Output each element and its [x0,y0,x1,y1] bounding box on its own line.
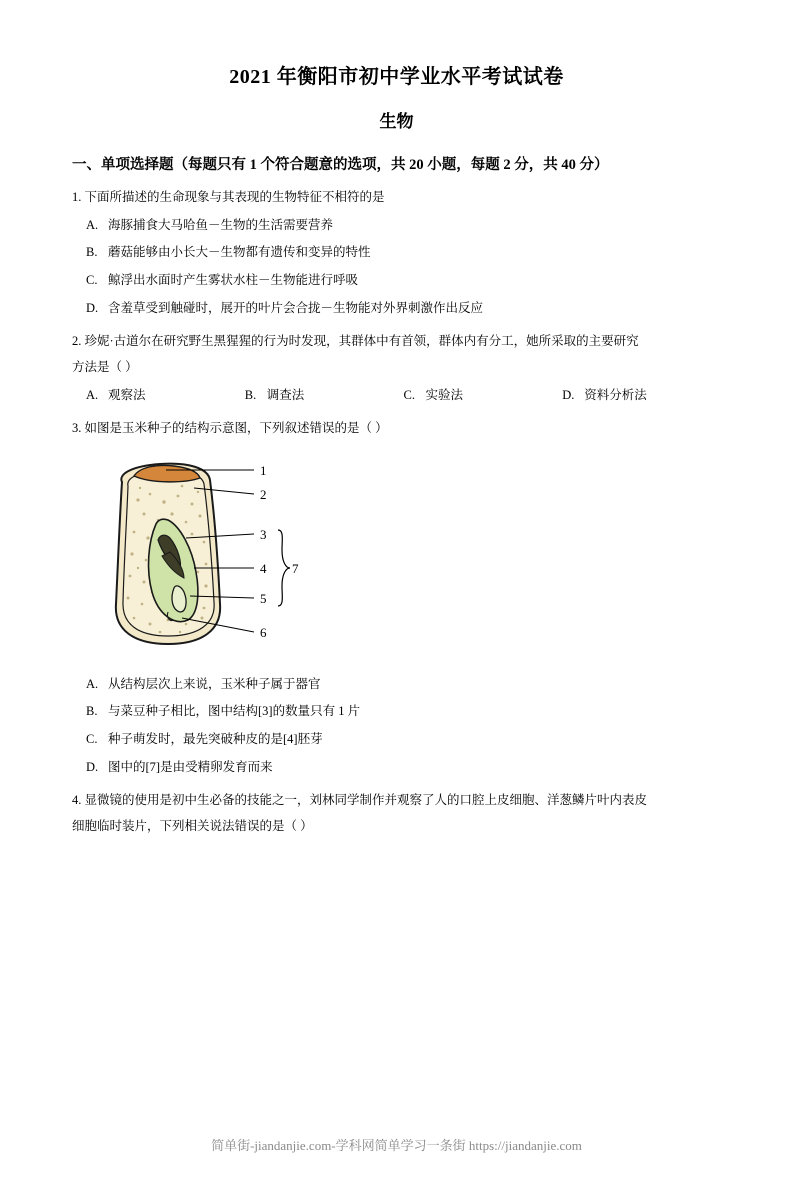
question-1-option-b [72,240,721,266]
option-label: B. [244,387,257,402]
question-2-stem-line2: 方法是（ ） [72,359,138,374]
question-3-option-d [72,755,721,781]
option-text: 资料分析法 [584,387,647,402]
option-text: 蘑菇能够由小长大－生物都有遗传和变异的特性 [108,245,371,260]
svg-text:5: 5 [260,590,267,606]
section-heading: 一、单项选择题（每题只有 1 个符合题意的选项，共 20 小题，每题 2 分，共 40 分） [72,157,609,173]
question-3-option-a [72,672,721,698]
option-text: 含羞草受到触碰时，展开的叶片会合拢－生物能对外界刺激作出反应 [108,300,484,315]
svg-text:1: 1 [260,462,267,478]
question-1-stem: 1. 下面所描述的生命现象与其表现的生物特征不相符的是 [72,190,385,205]
option-label: D. [86,759,99,774]
page-title: 2021 年衡阳市初中学业水平考试试卷 [229,66,564,88]
option-text: 海豚捕食大马哈鱼－生物的生活需要营养 [108,217,334,232]
option-label: D. [562,387,575,402]
question-3-option-c [72,727,721,753]
question-4-stem-line1: 4. 显微镜的使用是初中生必备的技能之一，刘林同学制作并观察了人的口腔上皮细胞、洋葱鳞片叶内表皮 [72,793,648,808]
option-label: C. [86,273,98,288]
question-2-options [72,383,721,409]
option-label: B. [86,245,98,260]
option-text: 图中的[7]是由受精卵发育而来 [108,759,273,774]
exam-page [0,60,793,1182]
option-text: 调查法 [266,387,305,402]
option-label: C. [403,387,415,402]
option-label: A. [86,387,99,402]
footer-watermark: 简单街-jiandanjie.com-学科网简单学习一条街 https://jiandanjie.com [211,1138,582,1153]
option-text: 观察法 [108,387,146,402]
option-text: 实验法 [425,387,464,402]
svg-text:7: 7 [292,560,299,576]
subject-title: 生物 [379,112,414,131]
corn-seed-structure-diagram [82,452,721,670]
svg-text:3: 3 [260,526,267,542]
option-label: C. [86,732,98,747]
svg-text:2: 2 [260,486,267,502]
option-text: 从结构层次上来说，玉米种子属于器官 [108,676,321,691]
option-label: B. [86,704,98,719]
option-label: A. [86,217,99,232]
question-4-stem-line2: 细胞临时装片，下列相关说法错误的是（ ） [72,818,313,833]
question-2-option-d [562,383,721,409]
svg-text:6: 6 [260,624,267,640]
option-label: D. [86,300,99,315]
option-text: 与菜豆种子相比，图中结构[3]的数量只有 1 片 [108,704,361,719]
svg-text:4: 4 [260,560,267,576]
option-text: 鲸浮出水面时产生雾状水柱－生物能进行呼吸 [108,273,359,288]
question-2-option-a [86,383,245,409]
option-label: A. [86,676,99,691]
question-3-option-b [72,699,721,725]
question-2-option-b [245,383,404,409]
question-2-stem-line1: 2. 珍妮·古道尔在研究野生黑猩猩的行为时发现，其群体中有首领，群体内有分工，她所采取的主要研究 [72,334,639,349]
option-text: 种子萌发时，最先突破种皮的是[4]胚芽 [108,732,323,747]
question-3-stem: 3. 如图是玉米种子的结构示意图，下列叙述错误的是（ ） [72,421,388,436]
question-1-option-d [72,296,721,322]
question-2-option-c [404,383,563,409]
question-1-option-a [72,213,721,239]
question-1-option-c [72,268,721,294]
